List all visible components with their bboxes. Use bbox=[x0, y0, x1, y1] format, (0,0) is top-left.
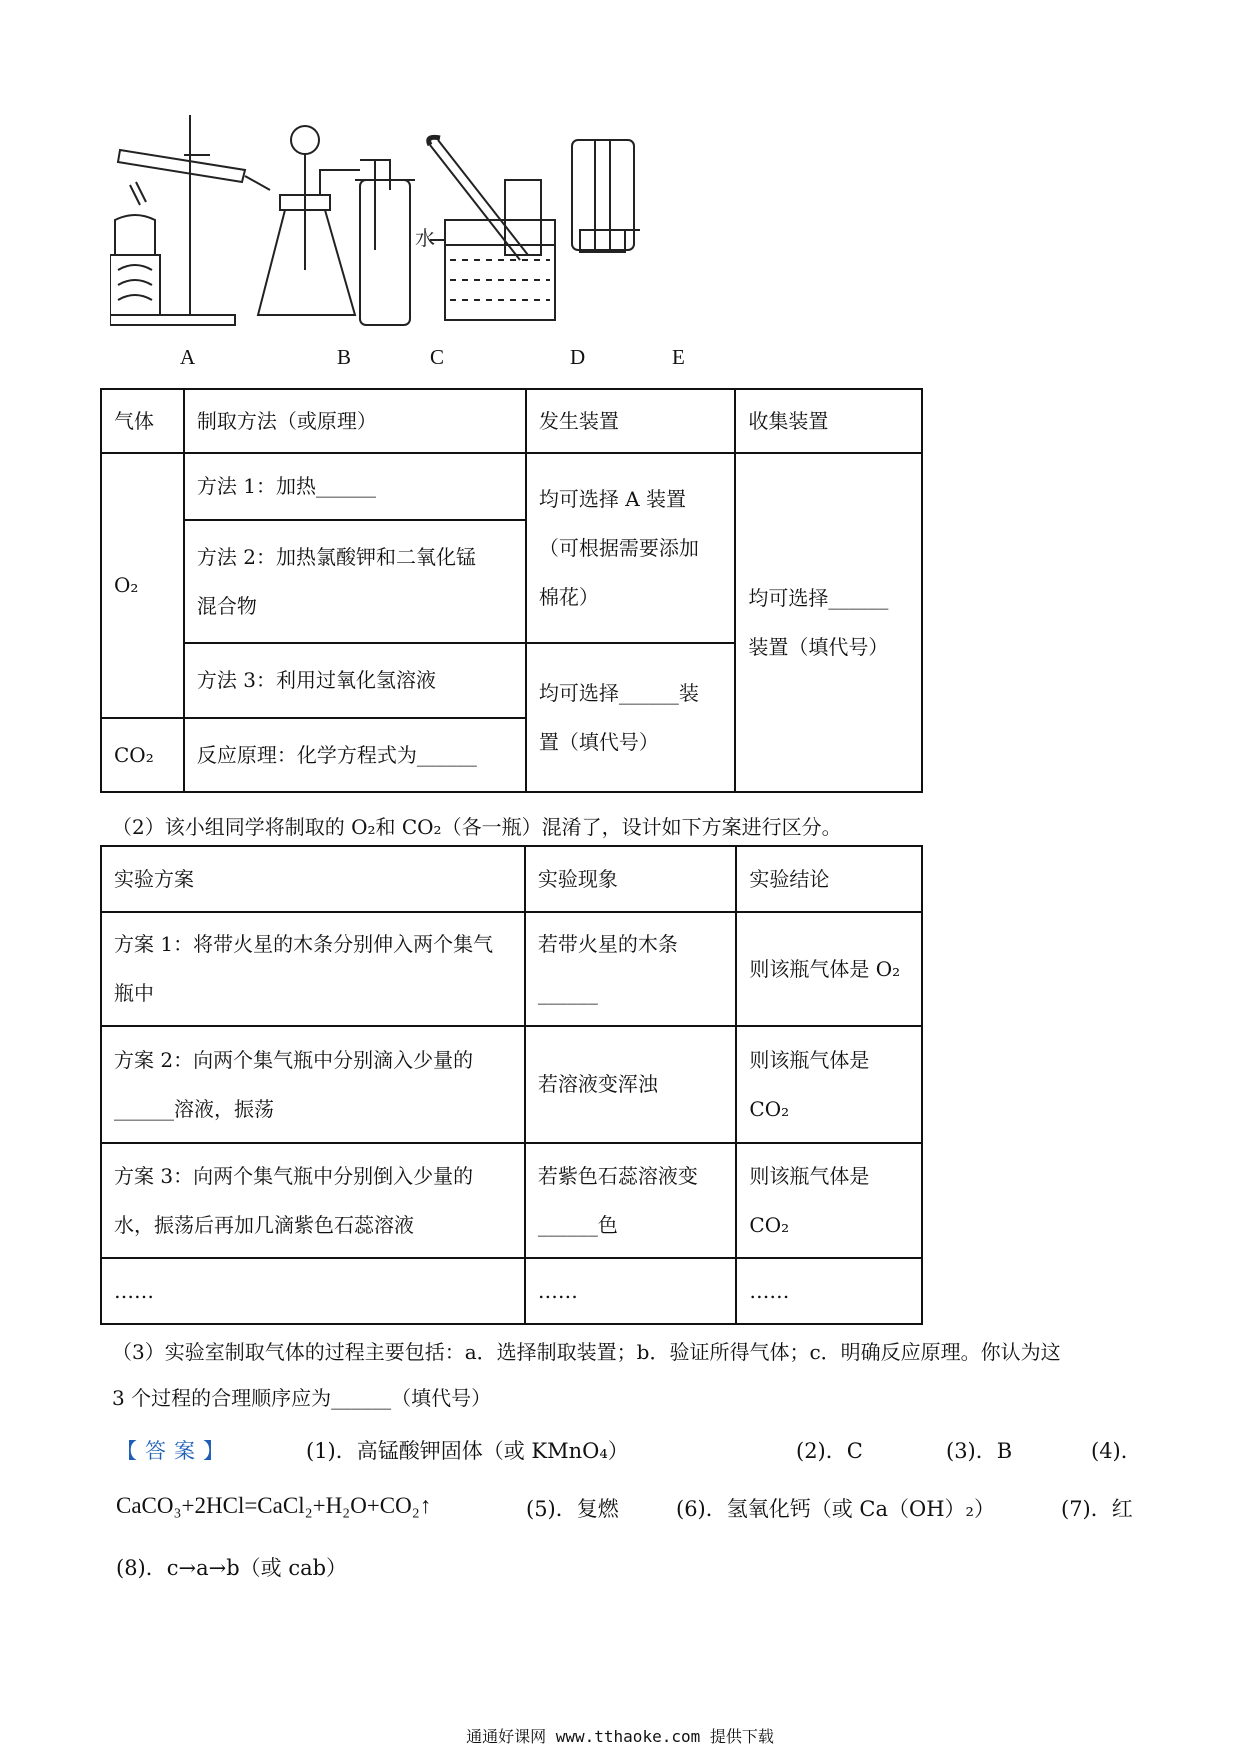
header-method: 制取方法（或原理） bbox=[184, 389, 526, 453]
header-plan: 实验方案 bbox=[101, 846, 525, 912]
answer-tag: 【答案】 bbox=[116, 1439, 232, 1463]
generator-a: 均可选择 A 装置 （可根据需要添加 棉花） bbox=[526, 453, 736, 643]
label-a: A bbox=[180, 345, 196, 369]
chem-equation: CaCO₃+2HCl=CaCl₂+H₂O+CO₂↑ bbox=[116, 1493, 432, 1518]
question-2: （2）该小组同学将制取的 O₂和 CO₂（各一瓶）混淆了，设计如下方案进行区分。 bbox=[112, 815, 842, 839]
table-row: 方案 3：向两个集气瓶中分别倒入少量的 水，振荡后再加几滴紫色石蕊溶液 若紫色石蕊溶液变 ______色 则该瓶气体是 CO₂ bbox=[101, 1143, 922, 1258]
gas-co2: CO₂ bbox=[101, 718, 184, 792]
answer-line-1: 【答案】 (1)．高锰酸钾固体（或 KMnO₄） (2)．C (3)．B (4)． bbox=[116, 1439, 1142, 1463]
page-footer: 通通好课网 www.tthaoke.com 提供下载 bbox=[466, 1727, 774, 1746]
method-2: 方法 2：加热氯酸钾和二氧化锰 混合物 bbox=[184, 520, 526, 643]
table-row: 方案 1：将带火星的木条分别伸入两个集气 瓶中 若带火星的木条 ______ 则该瓶气体是 O₂ bbox=[101, 912, 922, 1026]
question-3-line1: （3）实验室制取气体的过程主要包括：a．选择制取装置；b．验证所得气体；c．明确反应原理。你认为这 bbox=[112, 1340, 1061, 1364]
label-c: C bbox=[430, 345, 445, 369]
answer-line-2: CaCO₃+2HCl=CaCl₂+H₂O+CO₂↑ (5)．复燃 (6)．氢氧化钙（或 Ca（OH）₂） (7)．红 bbox=[116, 1493, 1133, 1521]
header-collector: 收集装置 bbox=[735, 389, 922, 453]
table-row: …… …… …… bbox=[101, 1258, 922, 1324]
answer-line-3: (8)．c→a→b（或 cab） bbox=[116, 1556, 348, 1580]
generator-b: 均可选择______装 置（填代号） bbox=[526, 643, 736, 792]
label-d: D bbox=[570, 345, 586, 369]
label-b: B bbox=[337, 345, 352, 369]
header-gas: 气体 bbox=[101, 389, 184, 453]
header-conclusion: 实验结论 bbox=[736, 846, 922, 912]
method-3: 方法 3：利用过氧化氢溶液 bbox=[184, 643, 526, 718]
gas-o2: O₂ bbox=[101, 453, 184, 718]
header-generator: 发生装置 bbox=[526, 389, 736, 453]
header-observation: 实验现象 bbox=[525, 846, 737, 912]
apparatus-figure bbox=[110, 110, 710, 340]
label-e: E bbox=[672, 345, 685, 369]
collector-cell: 均可选择______ 装置（填代号） bbox=[735, 453, 922, 792]
table-row: 方案 2：向两个集气瓶中分别滴入少量的 ______溶液，振荡 若溶液变浑浊 则该瓶气体是 CO₂ bbox=[101, 1026, 922, 1143]
gas-preparation-table bbox=[100, 388, 923, 793]
method-1: 方法 1：加热______ bbox=[184, 453, 526, 520]
experiment-table bbox=[100, 845, 923, 1325]
co2-principle: 反应原理：化学方程式为______ bbox=[184, 718, 526, 792]
question-3-line2: 3 个过程的合理顺序应为______（填代号） bbox=[112, 1386, 492, 1410]
water-label: 水 bbox=[415, 226, 435, 250]
